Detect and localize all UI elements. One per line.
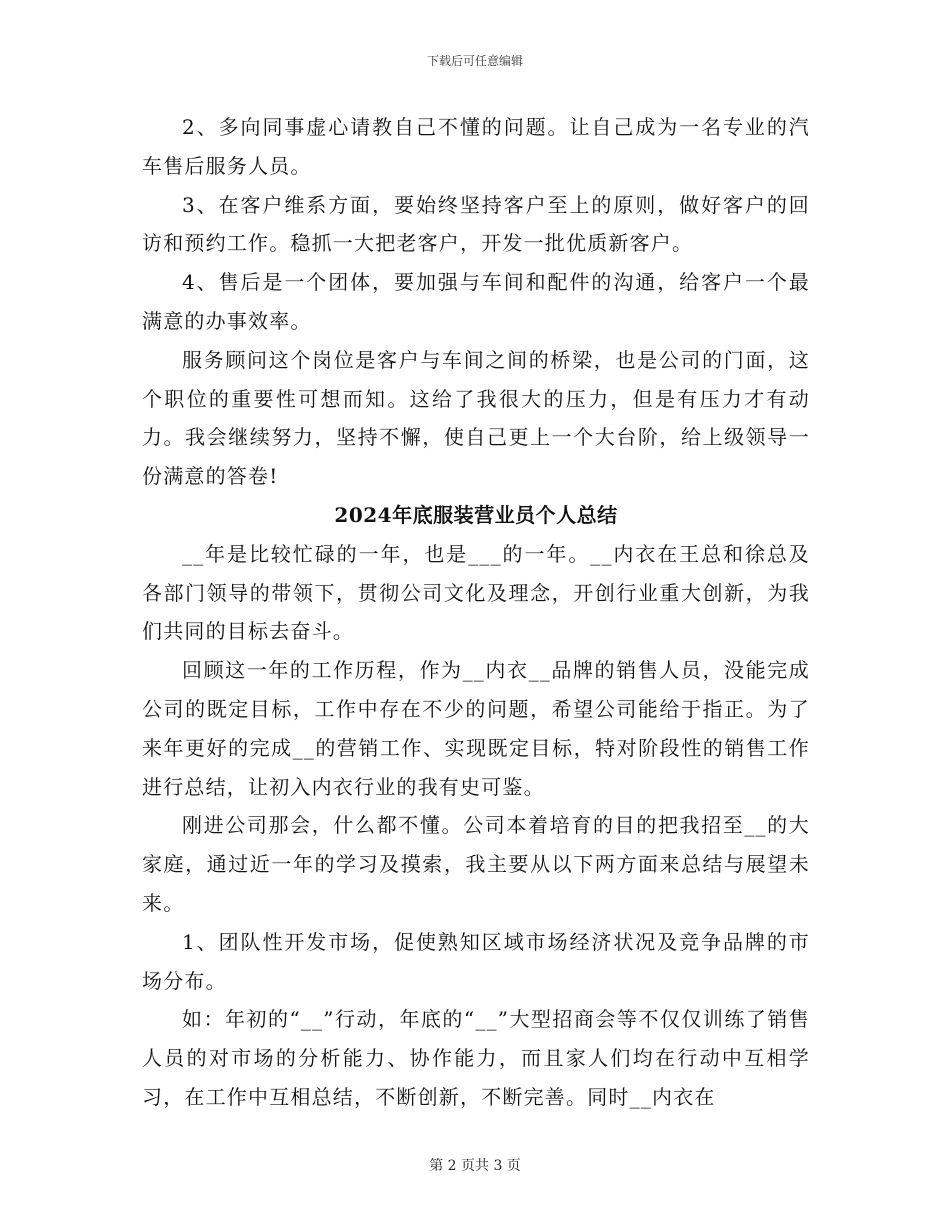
section-title: 2024年底服装营业员个人总结 xyxy=(334,502,618,527)
paragraph: 刚进公司那会，什么都不懂。公司本着培育的目的把我招至__的大家庭，通过近一年的学习及摸索，我主要从以下两方面来总结与展望未来。 xyxy=(142,813,810,915)
page-footer: 第 2 页共 3 页 xyxy=(429,1158,521,1174)
paragraph: 1、团队性开发市场，促使熟知区域市场经济状况及竞争品牌的市场分布。 xyxy=(142,929,810,993)
paragraph: 如：年初的“__”行动，年底的“__”大型招商会等不仅仅训练了销售人员的对市场的分析能力、协作能力，而且家人们均在行动中互相学习，在工作中互相总结，不断创新，不断完善。同时__内衣在 xyxy=(142,1007,810,1109)
page-header: 下载后可任意编辑 xyxy=(426,54,523,68)
paragraph: 回顾这一年的工作历程，作为__内衣__品牌的销售人员，没能完成公司的既定目标，工作中存在不少的问题，希望公司能给于指正。为了来年更好的完成__的营销工作、实现既定目标，特对阶段性的销售工作进行总结，让初入内衣行业的我有史可鉴。 xyxy=(142,658,810,799)
paragraph: 4、售后是一个团体，要加强与车间和配件的沟通，给客户一个最满意的办事效率。 xyxy=(142,270,810,333)
paragraph: 3、在客户维系方面，要始终坚持客户至上的原则，做好客户的回访和预约工作。稳抓一大把老客户，开发一批优质新客户。 xyxy=(142,192,810,256)
paragraph: 服务顾问这个岗位是客户与车间之间的桥梁，也是公司的门面，这个职位的重要性可想而知。这给了我很大的压力，但是有压力才有动力。我会继续努力，坚持不懈，使自己更上一个大台阶，给上级领导一份满意的答卷! xyxy=(142,347,810,489)
paragraph: __年是比较忙碌的一年，也是___的一年。__内衣在王总和徐总及各部门领导的带领下，贯彻公司文化及理念，开创行业重大创新，为我们共同的目标去奋斗。 xyxy=(142,541,810,644)
document-body xyxy=(142,108,810,1117)
paragraph: 2、多向同事虚心请教自己不懂的问题。让自己成为一名专业的汽车售后服务人员。 xyxy=(142,115,810,178)
